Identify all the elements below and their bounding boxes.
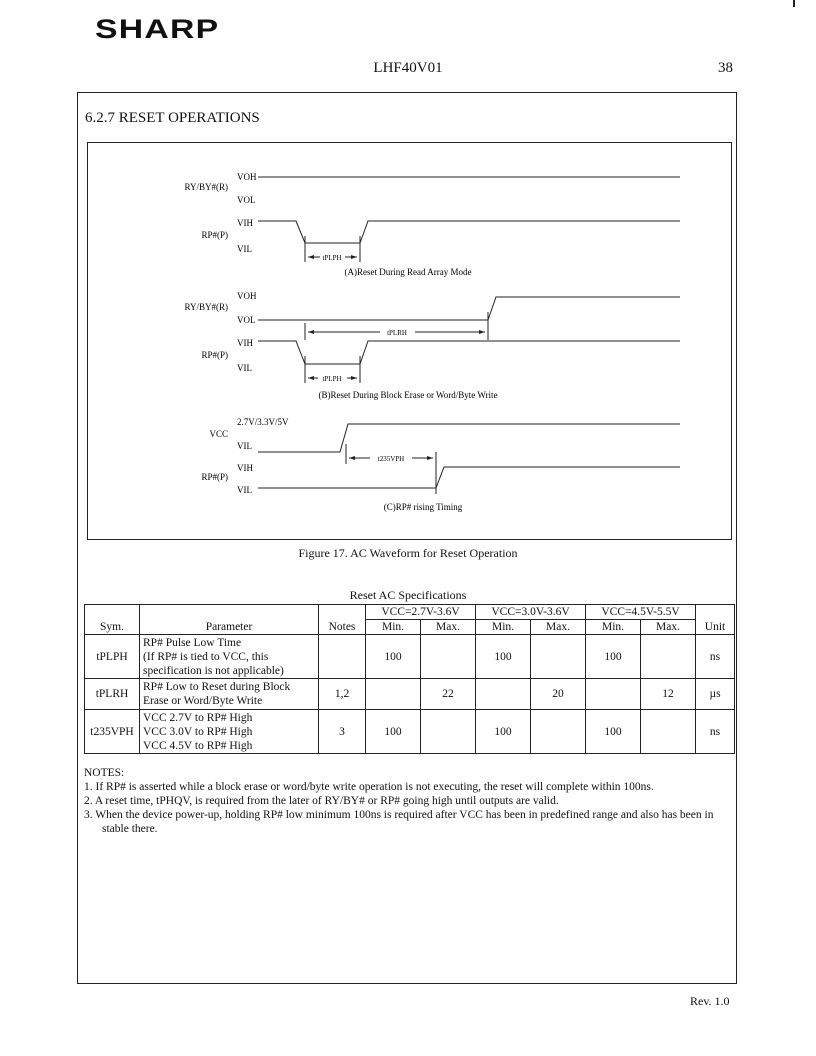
cell-value: 20 xyxy=(531,679,586,710)
header-min: Min. xyxy=(586,620,641,635)
panel-a-sig2-lo: VIL xyxy=(237,244,252,254)
header-max: Max. xyxy=(421,620,476,635)
param-line: VCC 3.0V to RP# High xyxy=(143,725,253,738)
reset-ac-spec-table xyxy=(84,604,735,754)
cell-value xyxy=(531,635,586,679)
cell-notes: 1,2 xyxy=(319,679,366,710)
table-row xyxy=(85,679,735,710)
revision-label: Rev. 1.0 xyxy=(690,994,730,1008)
panel-b-sig1-label: RY/BY#(R) xyxy=(184,302,228,312)
panel-c-sig2-hi: VIH xyxy=(237,463,253,473)
cell-value: 12 xyxy=(641,679,696,710)
cell-unit: ns xyxy=(696,710,735,754)
cell-value: 100 xyxy=(586,635,641,679)
param-line: VCC 4.5V to RP# High xyxy=(143,739,253,752)
param-line: specification is not applicable) xyxy=(143,664,284,677)
cell-notes: 3 xyxy=(319,710,366,754)
cell-parameter xyxy=(140,635,319,679)
cell-unit: µs xyxy=(696,679,735,710)
page-number: 38 xyxy=(718,60,733,76)
header-group-2: VCC=3.0V-3.6V xyxy=(476,605,586,620)
panel-a-sig2-label: RP#(P) xyxy=(201,230,228,240)
document-id: LHF40V01 xyxy=(373,60,443,76)
cell-value xyxy=(586,679,641,710)
header-unit: Unit xyxy=(696,605,735,635)
panel-a-sig2-hi: VIH xyxy=(237,218,253,228)
cell-notes xyxy=(319,635,366,679)
cell-value: 100 xyxy=(366,710,421,754)
notes-heading: NOTES: xyxy=(84,767,125,779)
header-group-3: VCC=4.5V-5.5V xyxy=(586,605,696,620)
param-line: RP# Pulse Low Time xyxy=(143,636,242,649)
panel-c-sig1-label: VCC xyxy=(209,429,228,439)
table-row xyxy=(85,635,735,679)
header-max: Max. xyxy=(531,620,586,635)
cell-value xyxy=(476,679,531,710)
panel-c-sig1-lo: VIL xyxy=(237,441,252,451)
cell-unit: ns xyxy=(696,635,735,679)
panel-c-sig1-hi: 2.7V/3.3V/5V xyxy=(237,417,289,427)
note-item: 1. If RP# is asserted while a block erase or word/byte write operation is not executing, the reset will complete within 100ns. xyxy=(84,781,654,793)
panel-a-sig1-lo: VOL xyxy=(237,195,256,205)
cell-value xyxy=(421,635,476,679)
cell-parameter xyxy=(140,679,319,710)
cell-value xyxy=(421,710,476,754)
note-item: 2. A reset time, tPHQV, is required from the later of RY/BY# or RP# going high until outputs are valid. xyxy=(84,795,559,807)
cell-value xyxy=(641,635,696,679)
param-line: Erase or Word/Byte Write xyxy=(143,695,263,707)
header-min: Min. xyxy=(476,620,531,635)
table-title: Reset AC Specifications xyxy=(349,588,467,602)
cell-sym: t235VPH xyxy=(85,710,140,754)
cell-sym: tPLPH xyxy=(85,635,140,679)
panel-a-sig1-label: RY/BY#(R) xyxy=(184,182,228,192)
company-logo: SHARP xyxy=(95,14,220,44)
header-max: Max. xyxy=(641,620,696,635)
header-min: Min. xyxy=(366,620,421,635)
cell-value: 100 xyxy=(476,710,531,754)
header-notes: Notes xyxy=(319,605,366,635)
panel-b-sig1-lo: VOL xyxy=(237,315,256,325)
panel-b-sig2-label: RP#(P) xyxy=(201,350,228,360)
header-parameter: Parameter xyxy=(140,605,319,635)
cell-value: 100 xyxy=(366,635,421,679)
param-line: RP# Low to Reset during Block xyxy=(143,681,291,693)
figure-caption: Figure 17. AC Waveform for Reset Operation xyxy=(298,546,518,560)
notes-section xyxy=(84,766,734,836)
section-title: 6.2.7 RESET OPERATIONS xyxy=(85,110,260,126)
cell-value xyxy=(366,679,421,710)
note-item: 3. When the device power-up, holding RP# low minimum 100ns is required after VCC has been in predefined range and also has been in stable there. xyxy=(84,809,714,835)
panel-a-sig1-hi: VOH xyxy=(237,172,257,182)
panel-b-title: (B)Reset During Block Erase or Word/Byte Write xyxy=(318,390,498,400)
cell-parameter xyxy=(140,710,319,754)
cell-value xyxy=(531,710,586,754)
cell-value xyxy=(641,710,696,754)
table-row xyxy=(85,710,735,754)
cell-value: 100 xyxy=(476,635,531,679)
cell-value: 100 xyxy=(586,710,641,754)
param-line: VCC 2.7V to RP# High xyxy=(143,711,253,724)
panel-c-timing-label: t235VPH xyxy=(377,455,405,463)
panel-a-timing-label: tPLPH xyxy=(322,254,342,262)
panel-c-sig2-label: RP#(P) xyxy=(201,472,228,482)
panel-b-timing2-label: tPLPH xyxy=(322,375,342,383)
panel-b-timing1-label: tPLRH xyxy=(387,329,407,337)
cell-value: 22 xyxy=(421,679,476,710)
panel-b-sig1-hi: VOH xyxy=(237,291,257,301)
param-line: (If RP# is tied to VCC, this xyxy=(143,650,269,663)
panel-b-sig2-hi: VIH xyxy=(237,338,253,348)
panel-a-title: (A)Reset During Read Array Mode xyxy=(344,267,472,277)
header-group-1: VCC=2.7V-3.6V xyxy=(366,605,476,620)
panel-c-title: (C)RP# rising Timing xyxy=(383,502,463,512)
panel-c-sig2-lo: VIL xyxy=(237,485,252,495)
panel-b-sig2-lo: VIL xyxy=(237,363,252,373)
header-sym: Sym. xyxy=(85,605,140,635)
cell-sym: tPLRH xyxy=(85,679,140,710)
